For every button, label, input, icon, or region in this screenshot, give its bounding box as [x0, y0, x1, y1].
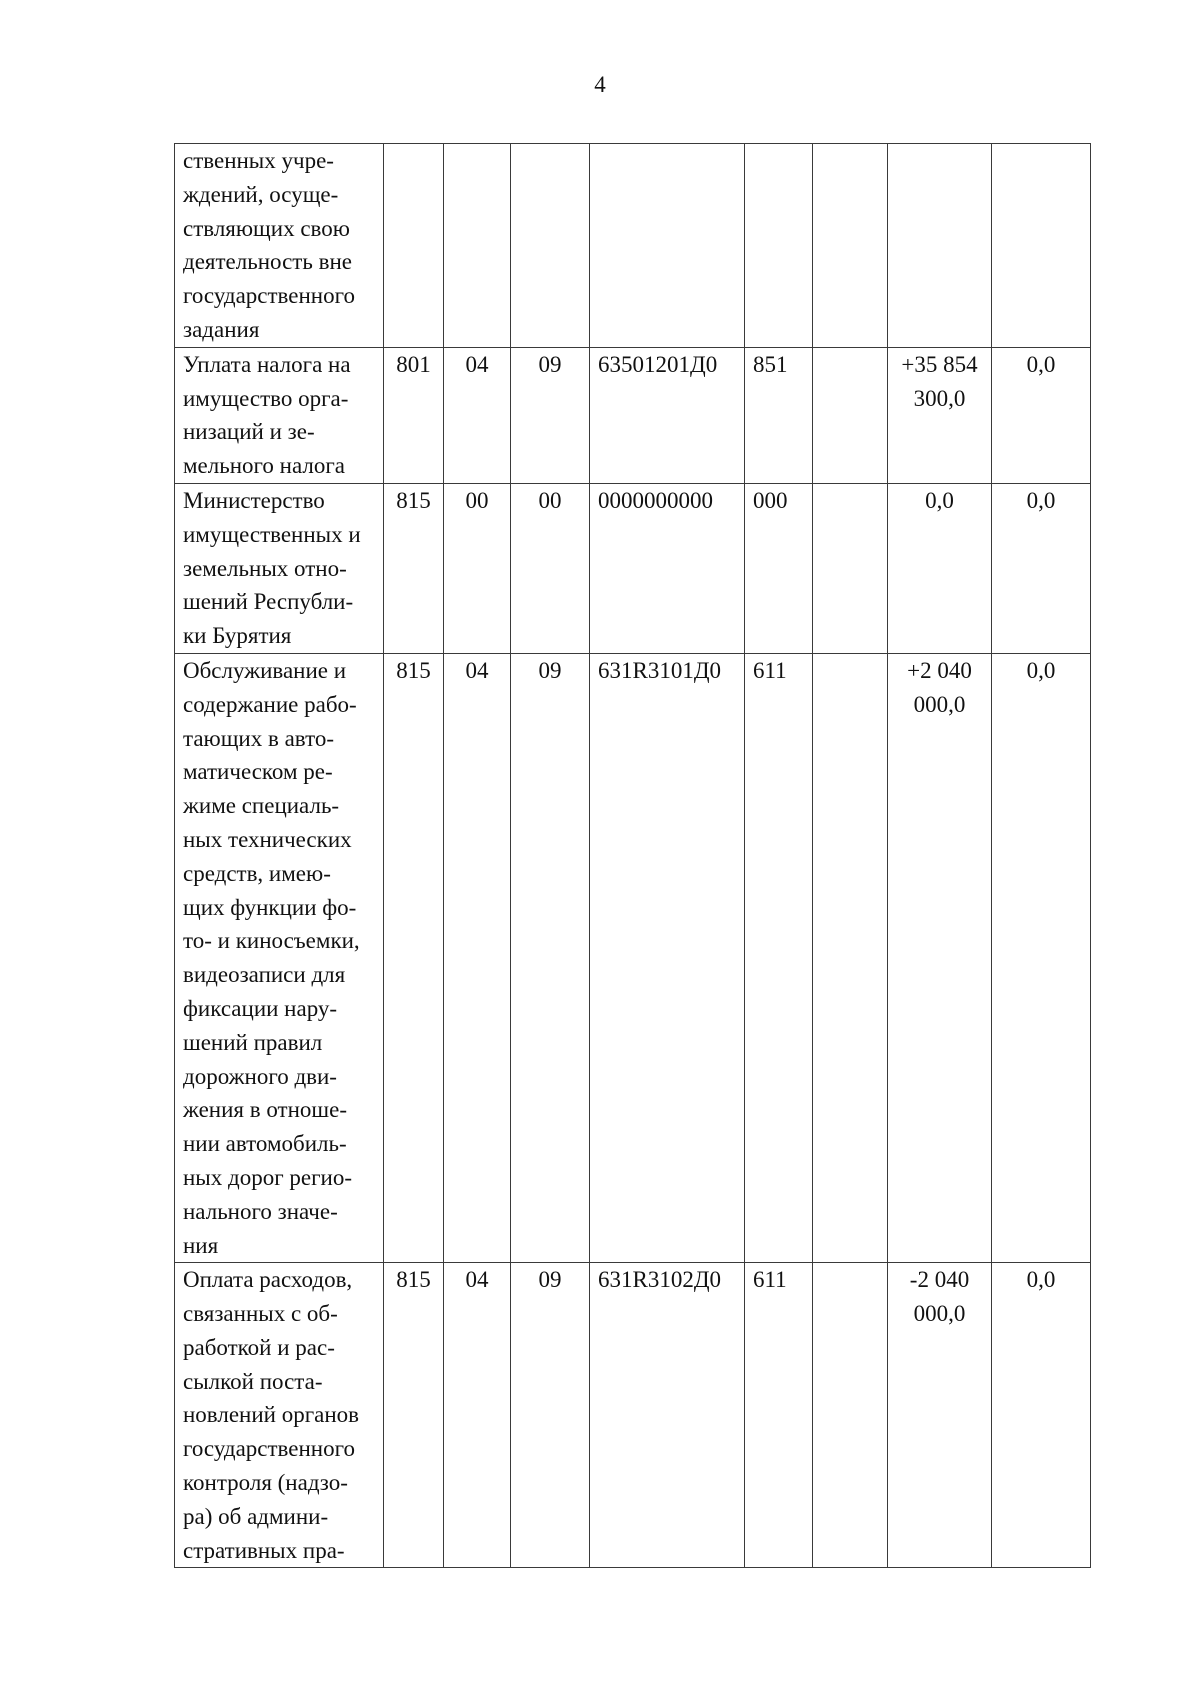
description-line: средств, имею- — [183, 860, 331, 886]
table-row — [175, 144, 1091, 348]
cell-amount: 0,0 — [992, 1263, 1091, 1568]
budget-table — [174, 143, 1091, 1568]
description-line: работкой и рас- — [183, 1334, 335, 1360]
description-line: Обслуживание и — [183, 657, 347, 683]
cell-change-amount — [888, 144, 992, 348]
cell-empty — [813, 483, 888, 653]
cell-expense-type-code: 000 — [745, 483, 813, 653]
description-line: нии автомобиль- — [183, 1131, 347, 1157]
description-line: фиксации нару- — [183, 995, 338, 1021]
description-line: мельного налога — [183, 453, 345, 479]
cell-subsection-code — [511, 144, 590, 348]
cell-expense-type-code: 611 — [745, 653, 813, 1262]
description-line: ных технических — [183, 826, 352, 852]
description-line: щих функции фо- — [183, 894, 357, 920]
description-line: видеозаписи для — [183, 962, 346, 988]
change-amount-line: 000,0 — [913, 691, 966, 717]
description-line: деятельность вне — [183, 249, 352, 275]
cell-change-amount — [888, 1263, 992, 1568]
cell-target-article-code: 631R3101Д0 — [590, 653, 745, 1262]
cell-empty — [813, 653, 888, 1262]
row-description — [175, 347, 384, 483]
table-body — [175, 144, 1091, 1568]
description-line: государственного — [183, 283, 355, 309]
cell-grbs-code — [384, 144, 444, 348]
cell-empty — [813, 347, 888, 483]
description-line: ра) об админи- — [183, 1503, 329, 1529]
cell-target-article-code: 631R3102Д0 — [590, 1263, 745, 1568]
change-amount-line: -2 040 — [909, 1267, 970, 1293]
description-line: шений Республи- — [183, 589, 354, 615]
description-line: ствляющих свою — [183, 215, 350, 241]
description-line: жения в отноше- — [183, 1097, 347, 1123]
description-line: ки Бурятия — [183, 623, 292, 649]
description-line: ния — [183, 1232, 219, 1258]
description-line: стративных пра- — [183, 1537, 345, 1563]
cell-expense-type-code: 611 — [745, 1263, 813, 1568]
description-line: Министерство — [183, 487, 325, 513]
description-line: связанных с об- — [183, 1301, 338, 1327]
cell-amount: 0,0 — [992, 347, 1091, 483]
cell-grbs-code: 815 — [384, 653, 444, 1262]
page-number: 4 — [594, 72, 606, 97]
cell-grbs-code: 815 — [384, 1263, 444, 1568]
description-line: государственного — [183, 1436, 355, 1462]
cell-expense-type-code — [745, 144, 813, 348]
description-line: низаций и зе- — [183, 419, 315, 445]
cell-amount: 0,0 — [992, 653, 1091, 1262]
description-line: дорожного дви- — [183, 1063, 337, 1089]
row-description — [175, 483, 384, 653]
table-row — [175, 483, 1091, 653]
change-amount-line: +35 854 — [901, 351, 978, 377]
description-line: ных дорог регио- — [183, 1164, 353, 1190]
description-line: то- и киносъемки, — [183, 928, 360, 954]
row-description — [175, 1263, 384, 1568]
cell-subsection-code: 00 — [511, 483, 590, 653]
row-description — [175, 653, 384, 1262]
change-amount-line: 000,0 — [913, 1301, 966, 1327]
row-description — [175, 144, 384, 348]
cell-change-amount — [888, 347, 992, 483]
description-line: ственных учре- — [183, 148, 334, 173]
description-line: контроля (надзо- — [183, 1470, 348, 1496]
cell-amount: 0,0 — [992, 483, 1091, 653]
description-line: сылкой поста- — [183, 1368, 323, 1394]
cell-target-article-code: 0000000000 — [590, 483, 745, 653]
cell-section-code — [444, 144, 511, 348]
cell-change-amount — [888, 653, 992, 1262]
cell-target-article-code — [590, 144, 745, 348]
description-line: земельных отно- — [183, 555, 347, 581]
description-line: содержание рабо- — [183, 691, 357, 717]
cell-grbs-code: 801 — [384, 347, 444, 483]
cell-subsection-code: 09 — [511, 347, 590, 483]
cell-empty — [813, 1263, 888, 1568]
description-line: имущество орга- — [183, 385, 349, 411]
cell-section-code: 04 — [444, 347, 511, 483]
cell-change-amount — [888, 483, 992, 653]
change-amount-line: 300,0 — [913, 385, 966, 411]
description-line: задания — [183, 316, 260, 342]
description-line: имущественных и — [183, 521, 361, 547]
cell-target-article-code: 63501201Д0 — [590, 347, 745, 483]
cell-subsection-code: 09 — [511, 653, 590, 1262]
change-amount-line: 0,0 — [925, 487, 954, 513]
cell-section-code: 04 — [444, 1263, 511, 1568]
description-line: Уплата налога на — [183, 351, 351, 377]
table-row — [175, 347, 1091, 483]
cell-empty — [813, 144, 888, 348]
description-line: нального значе- — [183, 1198, 338, 1224]
description-line: Оплата расходов, — [183, 1267, 353, 1293]
table-row — [175, 1263, 1091, 1568]
cell-grbs-code: 815 — [384, 483, 444, 653]
cell-section-code: 00 — [444, 483, 511, 653]
description-line: матическом ре- — [183, 759, 333, 785]
description-line: жиме специаль- — [183, 793, 340, 819]
description-line: тающих в авто- — [183, 725, 335, 751]
change-amount-line: +2 040 — [907, 657, 972, 683]
cell-amount — [992, 144, 1091, 348]
description-line: новлений органов — [183, 1402, 360, 1428]
description-line: ждений, осуще- — [183, 181, 339, 207]
cell-section-code: 04 — [444, 653, 511, 1262]
cell-expense-type-code: 851 — [745, 347, 813, 483]
cell-subsection-code: 09 — [511, 1263, 590, 1568]
table-row — [175, 653, 1091, 1262]
description-line: шений правил — [183, 1029, 323, 1055]
